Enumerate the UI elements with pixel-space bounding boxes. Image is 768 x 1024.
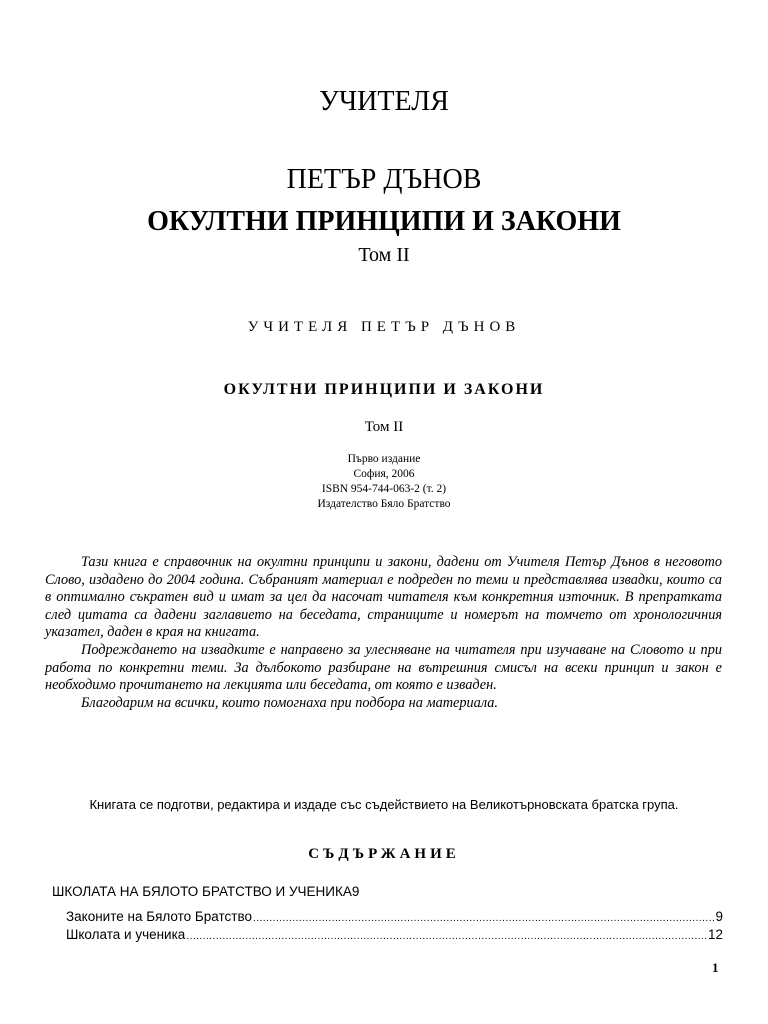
imprint-edition: Първо издание	[347, 453, 421, 465]
toc-entry-page: 12	[707, 927, 723, 942]
toc-section-link[interactable]: ШКОЛАТА НА БЯЛОТО БРАТСТВО И УЧЕНИКА9	[52, 884, 360, 899]
page-number: 1	[712, 960, 719, 975]
imprint-publisher: Издателство Бяло Братство	[317, 498, 451, 510]
cover-volume: Том II	[358, 244, 410, 266]
credit-line: Книгата се подготви, редактира и издаде със съдействието на Великотърновската братска група.	[89, 797, 679, 812]
imprint-place-year: София, 2006	[353, 468, 415, 480]
title-page-author: УЧИТЕЛЯ ПЕТЪР ДЪНОВ	[247, 319, 521, 335]
imprint-isbn: ISBN 954-744-063-2 (т. 2)	[321, 483, 447, 495]
cover-teacher: УЧИТЕЛЯ	[319, 86, 449, 117]
title-page-volume: Том II	[364, 419, 404, 435]
cover-author: ПЕТЪР ДЪНОВ	[286, 164, 482, 195]
intro-paragraph: Подреждането на извадките е направено за улесняване на читателя при изучаване на Словото и при работа по конкретни теми. За дълбокото разбиране на вътрешния смисъл на всеки принцип и закон е необходимо прочитането на лекцията или беседата, от която е изваден.	[45, 641, 722, 694]
title-page-title: ОКУЛТНИ ПРИНЦИПИ И ЗАКОНИ	[223, 381, 545, 398]
toc-entry[interactable]	[66, 927, 723, 942]
introduction	[45, 554, 722, 712]
toc-leader-dots	[186, 931, 707, 942]
intro-paragraph: Благодарим на всички, които помогнаха при подбора на материала.	[81, 694, 498, 711]
intro-paragraph: Тази книга е справочник на окултни принципи и закони, дадени от Учителя Петър Дънов в неговото Слово, издадено до 2004 година. Събраният материал е подреден по теми и представлява извадки, които са в оптимално съкратен вид и имат за цел да насочат читателя към конкретния източник. В препратката след цитата са дадени заглавието на беседата, страниците и номерът на томчето от хронологичния указател, даден в края на книгата.	[45, 554, 722, 641]
toc-leader-dots	[253, 913, 714, 924]
toc-entry-title: Законите на Бялото Братство	[66, 909, 253, 924]
toc-entry-title: Школата и ученика	[66, 927, 186, 942]
toc-entry[interactable]	[66, 909, 723, 924]
contents-heading: СЪДЪРЖАНИЕ	[308, 846, 460, 862]
cover-title: ОКУЛТНИ ПРИНЦИПИ И ЗАКОНИ	[147, 206, 621, 237]
toc-entry-page: 9	[715, 909, 723, 924]
